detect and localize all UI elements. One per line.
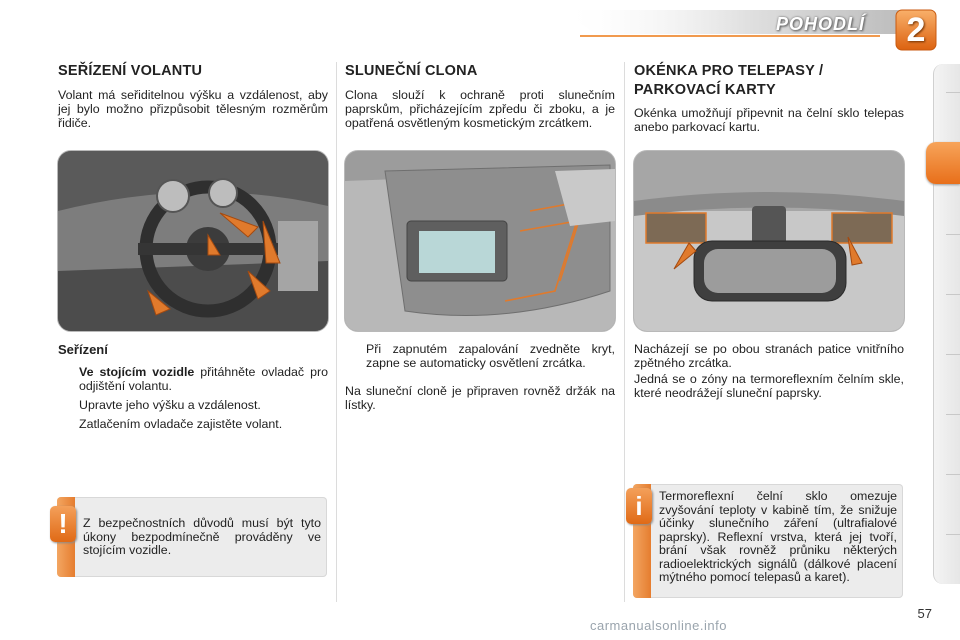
list-item: Při zapnutém zapalování zvedněte kryt, zapne se automaticky osvětlení zrcátka. (366, 342, 615, 370)
warning-note (57, 497, 327, 577)
windscreen-mirror-photo (633, 150, 905, 332)
adjustment-steps (58, 365, 328, 436)
info-icon: i (626, 488, 652, 524)
steering-section-title: SEŘÍZENÍ VOLANTU (58, 63, 203, 79)
telepass-zone-text: Jedná se o zóny na termoreflexním čelním skle, které neodrážejí sluneční paprsky. (634, 372, 904, 400)
list-item: Upravte jeho výšku a vzdálenost. (79, 398, 261, 412)
list-item: Zatlačením ovladače zajistěte volant. (79, 417, 283, 431)
steering-intro: Volant má seřiditelnou výšku a vzdálenost, aby jej bylo možno přizpůsobit tělesným rozměrům řidiče. (58, 88, 328, 130)
telepass-location-text: Nacházejí se po obou stranách patice vnitřního zpětného zrcátka. (634, 342, 904, 370)
warning-text: Z bezpečnostních důvodů musí být tyto úkony bezpodmínečně prováděny ve stojícím vozidle. (83, 516, 321, 557)
list-item: Ve stojícím vozidle přitáhněte ovladač pro odjištění volantu. (79, 365, 328, 393)
column-divider (624, 62, 625, 602)
watermark: carmanualsonline.info (590, 618, 727, 633)
steering-wheel-photo (57, 150, 329, 332)
info-text: Termoreflexní čelní sklo omezuje zvyšování teploty v kabině tím, že snižuje účinky slunečního záření (ultrafialové paprsky). Reflexní vrstva, která jej tvoří, brání však rovněž průniku některých radioelektrických signálů (dálkové placení mýtného pomocí telepasů a karet). (659, 489, 897, 584)
column-divider (336, 62, 337, 602)
visor-steps (345, 342, 615, 375)
sun-visor-photo (344, 150, 616, 332)
adjustment-subtitle: Seřízení (58, 342, 108, 357)
warning-icon: ! (50, 506, 76, 542)
ticket-holder-text: Na sluneční cloně je připraven rovněž držák na lístky. (345, 384, 615, 412)
chapter-title: POHODLÍ (775, 14, 865, 34)
info-note (633, 484, 903, 598)
page-number: 57 (917, 606, 932, 621)
telepass-section-title: OKÉNKA PRO TELEPASY / PARKOVACÍ KARTY (634, 63, 824, 98)
chapter-tab-active[interactable] (926, 142, 960, 184)
telepass-intro: Okénka umožňují připevnit na čelní sklo telepas anebo parkovací kartu. (634, 106, 904, 134)
sun-visor-section-title: SLUNEČNÍ CLONA (345, 63, 478, 79)
sun-visor-intro: Clona slouží k ochraně proti slunečním paprskům, přicházejícím zpředu či zboku, a je opatřená osvětleným kosmetickým zrcátkem. (345, 88, 615, 130)
chapter-number: 2 (906, 11, 926, 49)
